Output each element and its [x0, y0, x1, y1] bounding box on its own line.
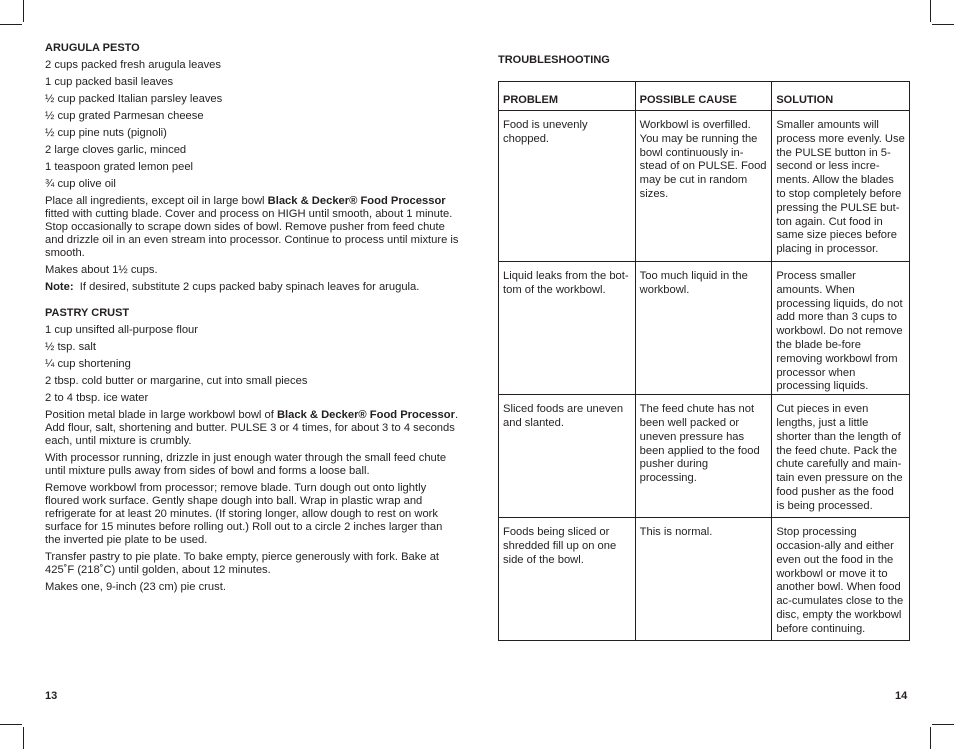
ingredient-item: 1 cup packed basil leaves [45, 76, 174, 88]
pesto-method: Place all ingredients, except oil in large bowl Black & Decker® Food Processor fitted with cutting blade. Cover and process on HIGH until smooth, about 1 minute. Stop occasionally to scrape down sides of bowl. Remove pusher from feed chute and drizzle oil in an even stream into processor. Continue to process until mixture is smooth. [45, 195, 459, 259]
pesto-note: Note: If desired, substitute 2 cups packed baby spinach leaves for arugula. [45, 281, 420, 293]
cause-cell: The feed chute has not been well packed or uneven pressure has been applied to the food pusher during processing. [635, 395, 772, 518]
problem-cell: Foods being sliced or shredded fill up on one side of the bowl. [499, 518, 636, 641]
cause-cell: This is normal. [635, 518, 772, 641]
crust-method-4: Transfer pastry to pie plate. To bake empty, pierce generously with fork. Bake at 425˚F (218˚C) until golden, about 12 minutes. [45, 551, 440, 576]
crop-mark [0, 24, 22, 25]
pesto-title: ARUGULA PESTO [45, 42, 140, 54]
crust-title: PASTRY CRUST [45, 307, 130, 319]
crust-ingredient-list [45, 324, 460, 405]
troubleshooting-title: TROUBLESHOOTING [498, 54, 610, 66]
crop-mark [23, 0, 24, 22]
table-row [499, 111, 910, 262]
table-header-row [499, 82, 910, 111]
ingredient-item: ¼ cup shortening [45, 358, 131, 370]
column-header: SOLUTION [772, 82, 910, 111]
page-number-left: 13 [45, 690, 58, 702]
ingredient-item: 2 cups packed fresh arugula leaves [45, 59, 222, 71]
column-header: PROBLEM [499, 82, 636, 111]
pesto-yield: Makes about 1½ cups. [45, 264, 158, 276]
solution-cell: Cut pieces in even lengths, just a little shorter than the length of the feed chute. Pack the chute carefully and main-tain even pressure on the food pusher as the food is being processed. [772, 395, 910, 518]
troubleshooting-table [498, 81, 910, 641]
crust-method-2: With processor running, drizzle in just enough water through the small feed chute until mixture pulls away from sides of bowl and forms a loose ball. [45, 452, 447, 477]
cause-cell: Too much liquid in the workbowl. [635, 262, 772, 395]
crop-mark [932, 24, 954, 25]
ingredient-item: ½ cup pine nuts (pignoli) [45, 127, 167, 139]
ingredient-item: ½ tsp. salt [45, 341, 96, 353]
ingredient-item: 1 cup unsifted all-purpose flour [45, 324, 198, 336]
table-row [499, 395, 910, 518]
ingredient-item: ½ cup grated Parmesan cheese [45, 110, 204, 122]
page-number-right: 14 [895, 690, 908, 702]
crop-mark [930, 0, 931, 22]
table-row [499, 518, 910, 641]
crop-mark [930, 727, 931, 749]
crop-mark [23, 727, 24, 749]
left-page [45, 42, 460, 598]
crust-yield: Makes one, 9-inch (23 cm) pie crust. [45, 581, 226, 593]
ingredient-item: 1 teaspoon grated lemon peel [45, 161, 194, 173]
ingredient-item: ½ cup packed Italian parsley leaves [45, 93, 223, 105]
crust-method-1: Position metal blade in large workbowl bowl of Black & Decker® Food Processor. Add flour, salt, shortening and butter. PULSE 3 or 4 times, for about 3 to 4 seconds each, until mixture is crumbly. [45, 409, 459, 447]
ingredient-item: 2 large cloves garlic, minced [45, 144, 187, 156]
pesto-ingredient-list [45, 59, 460, 191]
ingredient-item: ¾ cup olive oil [45, 178, 116, 190]
problem-cell: Sliced foods are uneven and slanted. [499, 395, 636, 518]
table-row [499, 262, 910, 395]
solution-cell: Process smaller amounts. When processing liquids, do not add more than 3 cups to workbowl. Do not remove the blade be-fore removing workbowl from processor when processing liquids. [772, 262, 910, 395]
solution-cell: Smaller amounts will process more evenly. Use the PULSE button in 5-second or less incre-ments. Allow the blades to stop completely before pressing the PULSE but-ton again. Cut food in same size pieces before placing in processor. [772, 111, 910, 262]
crop-mark [932, 724, 954, 725]
crop-mark [0, 724, 22, 725]
solution-cell: Stop processing occasion-ally and either even out the food in the workbowl or move it to another bowl. When food ac-cumulates close to the disc, empty the workbowl before continuing. [772, 518, 910, 641]
ingredient-item: 2 tbsp. cold butter or margarine, cut into small pieces [45, 375, 308, 387]
problem-cell: Food is unevenly chopped. [499, 111, 636, 262]
column-header: POSSIBLE CAUSE [635, 82, 772, 111]
crust-method-3: Remove workbowl from processor; remove blade. Turn dough out onto lightly floured work surface. Gently shape dough into ball. Wrap in plastic wrap and refrigerate for at least 20 minutes. (If storing longer, allow dough to rest on work surface for 15 minutes before rolling out.) Roll out to a circle 2 inches larger than the inverted pie plate to be used. [45, 482, 443, 546]
cause-cell: Workbowl is overfilled. You may be running the bowl continuously in-stead of on PULSE. Food may be cut in random sizes. [635, 111, 772, 262]
ingredient-item: 2 to 4 tbsp. ice water [45, 392, 149, 404]
problem-cell: Liquid leaks from the bot-tom of the workbowl. [499, 262, 636, 395]
right-page [498, 54, 910, 635]
